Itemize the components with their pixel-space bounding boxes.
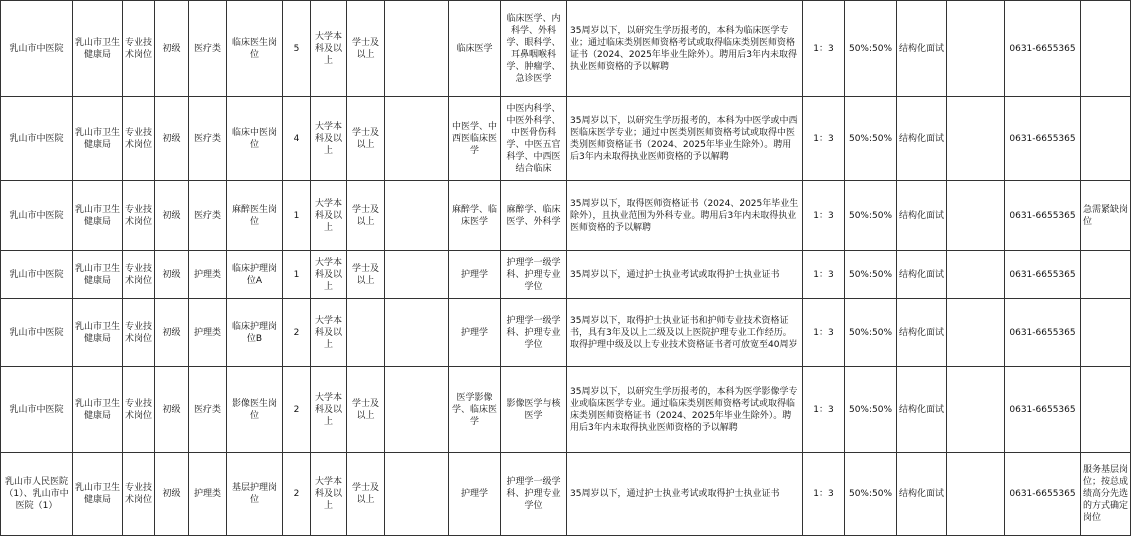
education-cell: 大学本科及以上 — [311, 251, 347, 299]
major-grad-cell — [385, 97, 449, 181]
requirements-cell: 35周岁以下，取得医师资格证书（2024、2025年毕业生除外），且执业范围为外科专业。聘用后3年内未取得执业医师资格的予以解聘 — [567, 181, 803, 251]
table-row — [1, 453, 1131, 536]
dept-cell: 乳山市卫生健康局 — [73, 181, 123, 251]
phone-cell: 0631-6655365 — [1005, 181, 1081, 251]
major-undergrad-cell: 中医学、中西医临床医学 — [449, 97, 501, 181]
major-undergrad-cell: 医学影像学、临床医学 — [449, 367, 501, 453]
blank-cell — [947, 367, 1005, 453]
table-row — [1, 299, 1131, 367]
count-cell: 4 — [283, 97, 311, 181]
interview-cell: 结构化面试 — [897, 181, 947, 251]
employer-cell: 乳山市中医院 — [1, 97, 73, 181]
weight-cell: 50%:50% — [845, 97, 897, 181]
blank-cell — [947, 251, 1005, 299]
major-grad-cell — [385, 181, 449, 251]
phone-cell: 0631-6655365 — [1005, 97, 1081, 181]
ratio-cell: 1：3 — [803, 97, 845, 181]
blank-cell — [947, 299, 1005, 367]
requirements-cell: 35周岁以下，取得护士执业证书和护师专业技术资格证书，具有3年及以上二级及以上医院护理专业工作经历。取得护理中级及以上专业技术资格证书者可放宽至40周岁 — [567, 299, 803, 367]
blank-cell — [947, 453, 1005, 536]
phone-cell: 0631-6655365 — [1005, 367, 1081, 453]
category-cell: 医疗类 — [189, 97, 227, 181]
position-cell: 影像医生岗位 — [227, 367, 283, 453]
note-cell — [1081, 251, 1131, 299]
phone-cell: 0631-6655365 — [1005, 251, 1081, 299]
employer-cell: 乳山市中医院 — [1, 181, 73, 251]
phone-cell: 0631-6655365 — [1005, 1, 1081, 97]
dept-cell: 乳山市卫生健康局 — [73, 453, 123, 536]
major-undergrad-cell: 护理学 — [449, 453, 501, 536]
level-cell: 初级 — [155, 181, 189, 251]
degree-cell — [347, 299, 385, 367]
post-type-cell: 专业技术岗位 — [123, 251, 155, 299]
ratio-cell: 1：3 — [803, 299, 845, 367]
category-cell: 医疗类 — [189, 1, 227, 97]
ratio-cell: 1：3 — [803, 251, 845, 299]
requirements-cell: 35周岁以下，通过护士执业考试或取得护士执业证书 — [567, 251, 803, 299]
major-grad-cell — [385, 251, 449, 299]
major-junior-cell: 护理学一级学科、护理专业学位 — [501, 299, 567, 367]
weight-cell: 50%:50% — [845, 181, 897, 251]
requirements-cell: 35周岁以下，以研究生学历报考的，本科为医学影像学专业或临床医学专业。通过临床类别医师资格考试或取得临床类别医师资格证书（2024、2025年毕业生除外）。聘用后3年内未取得执业医师资格的予以解聘 — [567, 367, 803, 453]
major-junior-cell: 中医内科学、中医外科学、中医骨伤科学、中医五官科学、中西医结合临床 — [501, 97, 567, 181]
major-junior-cell: 影像医学与核医学 — [501, 367, 567, 453]
education-cell: 大学本科及以上 — [311, 453, 347, 536]
ratio-cell: 1：3 — [803, 1, 845, 97]
count-cell: 2 — [283, 367, 311, 453]
post-type-cell: 专业技术岗位 — [123, 1, 155, 97]
major-undergrad-cell: 临床医学 — [449, 1, 501, 97]
weight-cell: 50%:50% — [845, 251, 897, 299]
post-type-cell: 专业技术岗位 — [123, 97, 155, 181]
post-type-cell: 专业技术岗位 — [123, 367, 155, 453]
count-cell: 2 — [283, 299, 311, 367]
level-cell: 初级 — [155, 453, 189, 536]
major-junior-cell: 麻醉学、临床医学、外科学 — [501, 181, 567, 251]
blank-cell — [947, 1, 1005, 97]
position-cell: 临床护理岗位B — [227, 299, 283, 367]
dept-cell: 乳山市卫生健康局 — [73, 367, 123, 453]
post-type-cell: 专业技术岗位 — [123, 299, 155, 367]
table-row — [1, 181, 1131, 251]
education-cell: 大学本科及以上 — [311, 299, 347, 367]
phone-cell: 0631-6655365 — [1005, 299, 1081, 367]
employer-cell: 乳山市中医院 — [1, 367, 73, 453]
education-cell: 大学本科及以上 — [311, 1, 347, 97]
weight-cell: 50%:50% — [845, 367, 897, 453]
requirements-cell: 35周岁以下，通过护士执业考试或取得护士执业证书 — [567, 453, 803, 536]
dept-cell: 乳山市卫生健康局 — [73, 299, 123, 367]
level-cell: 初级 — [155, 1, 189, 97]
interview-cell: 结构化面试 — [897, 367, 947, 453]
dept-cell: 乳山市卫生健康局 — [73, 97, 123, 181]
degree-cell: 学士及以上 — [347, 97, 385, 181]
note-cell: 服务基层岗位；按总成绩高分先选的方式确定岗位 — [1081, 453, 1131, 536]
dept-cell: 乳山市卫生健康局 — [73, 251, 123, 299]
education-cell: 大学本科及以上 — [311, 181, 347, 251]
level-cell: 初级 — [155, 97, 189, 181]
major-undergrad-cell: 麻醉学、临床医学 — [449, 181, 501, 251]
weight-cell: 50%:50% — [845, 299, 897, 367]
dept-cell: 乳山市卫生健康局 — [73, 1, 123, 97]
weight-cell: 50%:50% — [845, 453, 897, 536]
major-junior-cell: 护理学一级学科、护理专业学位 — [501, 251, 567, 299]
ratio-cell: 1：3 — [803, 181, 845, 251]
post-type-cell: 专业技术岗位 — [123, 181, 155, 251]
major-undergrad-cell: 护理学 — [449, 299, 501, 367]
employer-cell: 乳山市中医院 — [1, 1, 73, 97]
major-junior-cell: 护理学一级学科、护理专业学位 — [501, 453, 567, 536]
note-cell — [1081, 1, 1131, 97]
phone-cell: 0631-6655365 — [1005, 453, 1081, 536]
category-cell: 医疗类 — [189, 181, 227, 251]
blank-cell — [947, 97, 1005, 181]
count-cell: 1 — [283, 181, 311, 251]
employer-cell: 乳山市中医院 — [1, 299, 73, 367]
interview-cell: 结构化面试 — [897, 251, 947, 299]
position-cell: 基层护理岗位 — [227, 453, 283, 536]
table-row — [1, 97, 1131, 181]
note-cell — [1081, 97, 1131, 181]
ratio-cell: 1：3 — [803, 453, 845, 536]
interview-cell: 结构化面试 — [897, 97, 947, 181]
category-cell: 护理类 — [189, 299, 227, 367]
major-undergrad-cell: 护理学 — [449, 251, 501, 299]
position-cell: 麻醉医生岗位 — [227, 181, 283, 251]
post-type-cell: 专业技术岗位 — [123, 453, 155, 536]
position-cell: 临床中医岗位 — [227, 97, 283, 181]
education-cell: 大学本科及以上 — [311, 97, 347, 181]
count-cell: 1 — [283, 251, 311, 299]
category-cell: 护理类 — [189, 453, 227, 536]
major-grad-cell — [385, 453, 449, 536]
category-cell: 护理类 — [189, 251, 227, 299]
interview-cell: 结构化面试 — [897, 453, 947, 536]
category-cell: 医疗类 — [189, 367, 227, 453]
degree-cell: 学士及以上 — [347, 181, 385, 251]
degree-cell: 学士及以上 — [347, 367, 385, 453]
weight-cell: 50%:50% — [845, 1, 897, 97]
degree-cell: 学士及以上 — [347, 251, 385, 299]
ratio-cell: 1：3 — [803, 367, 845, 453]
level-cell: 初级 — [155, 367, 189, 453]
degree-cell: 学士及以上 — [347, 453, 385, 536]
requirements-cell: 35周岁以下，以研究生学历报考的，本科为中医学或中西医临床医学专业；通过中医类别医师资格考试或取得中医类别医师资格证书（2024、2025年毕业生除外）。聘用后3年内未取得执业医师资格的予以解聘 — [567, 97, 803, 181]
interview-cell: 结构化面试 — [897, 299, 947, 367]
blank-cell — [947, 181, 1005, 251]
position-cell: 临床护理岗位A — [227, 251, 283, 299]
degree-cell: 学士及以上 — [347, 1, 385, 97]
note-cell — [1081, 299, 1131, 367]
major-junior-cell: 临床医学、内科学、外科学、眼科学、耳鼻咽喉科学、肿瘤学、急诊医学 — [501, 1, 567, 97]
major-grad-cell — [385, 299, 449, 367]
note-cell — [1081, 367, 1131, 453]
major-grad-cell — [385, 1, 449, 97]
employer-cell: 乳山市中医院 — [1, 251, 73, 299]
count-cell: 5 — [283, 1, 311, 97]
position-cell: 临床医生岗位 — [227, 1, 283, 97]
major-grad-cell — [385, 367, 449, 453]
level-cell: 初级 — [155, 299, 189, 367]
table-row — [1, 1, 1131, 97]
count-cell: 2 — [283, 453, 311, 536]
employer-cell: 乳山市人民医院（1）、乳山市中医院（1） — [1, 453, 73, 536]
note-cell: 急需紧缺岗位 — [1081, 181, 1131, 251]
education-cell: 大学本科及以上 — [311, 367, 347, 453]
requirements-cell: 35周岁以下，以研究生学历报考的，本科为临床医学专业；通过临床类别医师资格考试或取得临床类别医师资格证书（2024、2025年毕业生除外）。聘用后3年内未取得执业医师资格的予以解聘 — [567, 1, 803, 97]
level-cell: 初级 — [155, 251, 189, 299]
table-row — [1, 251, 1131, 299]
interview-cell: 结构化面试 — [897, 1, 947, 97]
table-row — [1, 367, 1131, 453]
